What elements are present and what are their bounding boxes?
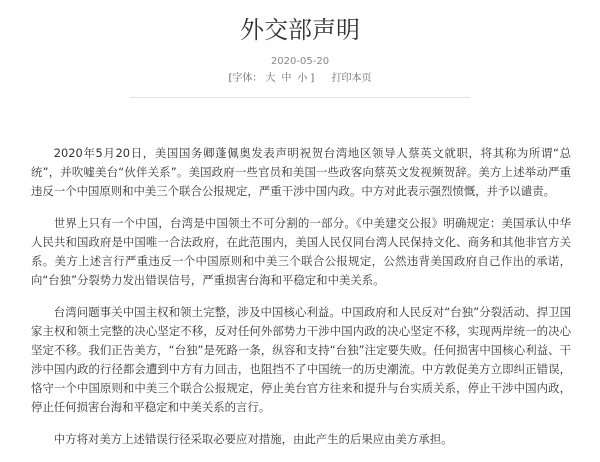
paragraph-2: 世界上只有一个中国，台湾是中国领土不可分割的一部分。《中美建交公报》明确规定：美国承认中华人民共和国政府是中国唯一合法政府，在此范围内，美国人民仅同台湾人民保持文化、商务和其他非官方关系。美方上述言行严重违反一个中国原则和中美三个联合公报规定，公然违背美国政府自己作出的承诺，向“台独”分裂势力发出错误信号，严重损害台海和平稳定和中美关系。	[31, 216, 571, 287]
paragraph-1: 2020年5月20日，美国国务卿蓬佩奥发表声明祝贺台湾地区领导人蔡英文就职，将其称为所谓“总统”，并吹嘘美台“伙伴关系”。美国政府一些官员和美国一些政客向蔡英文发视频贺辞。美方上述举动严重违反一个中国原则和中美三个联合公报规定，严重干涉中国内政。中方对此表示强烈愤慨，并予以谴责。	[31, 146, 571, 198]
font-size-label: [字体：	[228, 73, 263, 84]
paragraph-4: 中方将对美方上述错误行径采取必要应对措施，由此产生的后果应由美方承担。	[53, 432, 453, 446]
header-divider	[130, 97, 470, 98]
font-size-small-button[interactable]: 小	[297, 73, 308, 84]
publish-date: 2020-05-20	[270, 56, 330, 67]
print-page-button[interactable]: 打印本页	[331, 73, 372, 84]
page-title: 外交部声明	[240, 16, 360, 44]
font-size-large-button[interactable]: 大	[265, 73, 276, 84]
paragraph-3: 台湾问题事关中国主权和领土完整，涉及中国核心利益。中国政府和人民反对“台独”分裂活动、捍卫国家主权和领土完整的决心坚定不移，反对任何外部势力干涉中国内政的决心坚定不移，实现两岸统一的决心坚定不移。我们正告美方，“台独”是死路一条，纵容和支持“台独”注定要失败。任何损害中国核心利益、干涉中国内政的行径都会遭到中方有力回击，也阻挡不了中国统一的历史潮流。中方敦促美方立即纠正错误，恪守一个中国原则和中美三个联合公报规定，停止美台官方往来和提升与台实质关系，停止干涉中国内政，停止任何损害台海和平稳定和中美关系的言行。	[31, 305, 571, 414]
article-tools	[0, 72, 600, 86]
font-size-bracket: ]	[310, 73, 315, 84]
font-size-medium-button[interactable]: 中	[281, 73, 292, 84]
article-body	[31, 144, 571, 462]
